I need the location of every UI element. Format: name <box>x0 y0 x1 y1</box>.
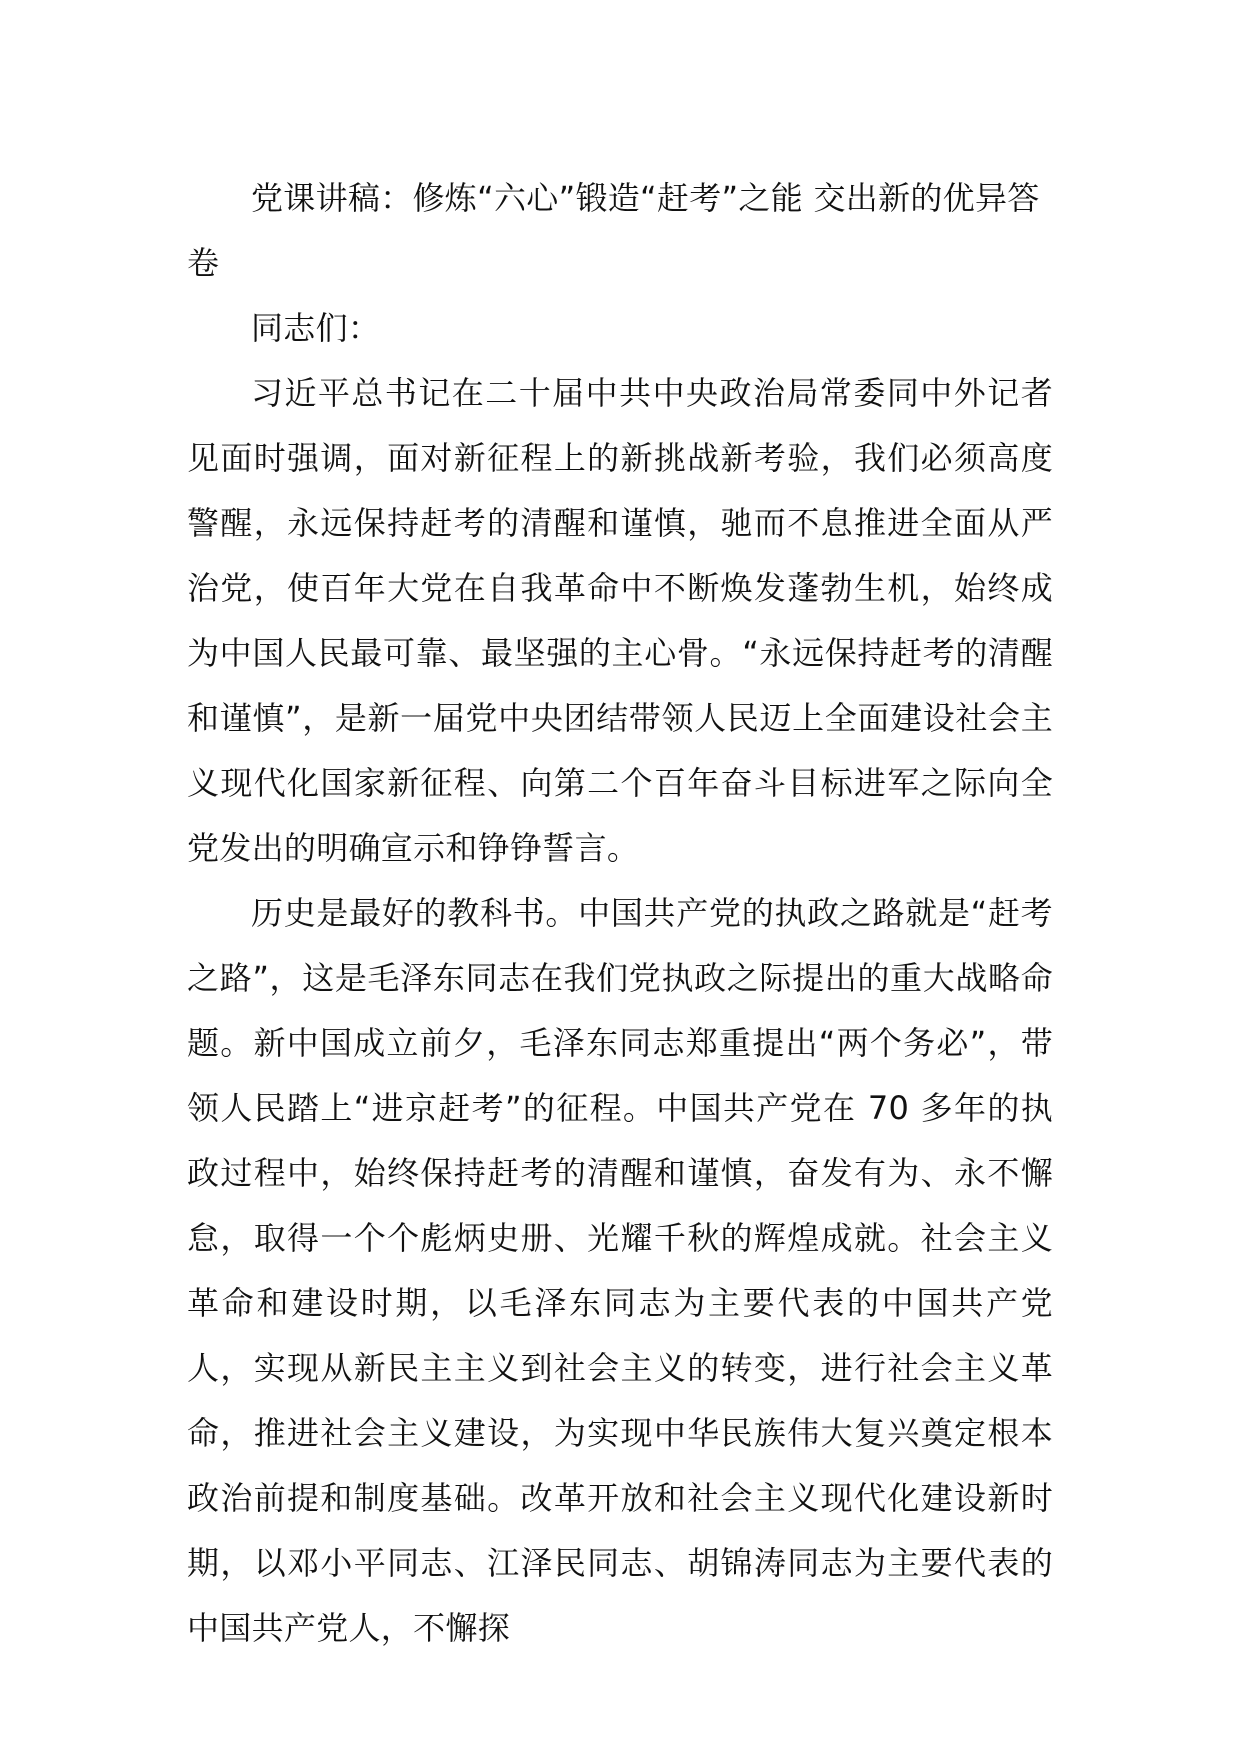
document-body <box>187 166 1053 1661</box>
paragraph: 习近平总书记在二十届中共中央政治局常委同中外记者见面时强调，面对新征程上的新挑战新考验，我们必须高度警醒，永远保持赶考的清醒和谨慎，驰而不息推进全面从严治党，使百年大党在自我革命中不断焕发蓬勃生机，始终成为中国人民最可靠、最坚强的主心骨。“永远保持赶考的清醒和谨慎”，是新一届党中央团结带领人民迈上全面建设社会主义现代化国家新征程、向第二个百年奋斗目标进军之际向全党发出的明确宣示和铮铮誓言。 <box>187 374 1053 867</box>
paragraph: 历史是最好的教科书。中国共产党的执政之路就是“赶考之路”，这是毛泽东同志在我们党执政之际提出的重大战略命题。新中国成立前夕，毛泽东同志郑重提出“两个务必”，带领人民踏上“进京赶考”的征程。中国共产党在 70 多年的执政过程中，始终保持赶考的清醒和谨慎，奋发有为、永不懈怠，取得一个个彪炳史册、光耀千秋的辉煌成就。社会主义革命和建设时期，以毛泽东同志为主要代表的中国共产党人，实现从新民主主义到社会主义的转变，进行社会主义革命，推进社会主义建设，为实现中华民族伟大复兴奠定根本政治前提和制度基础。改革开放和社会主义现代化建设新时期，以邓小平同志、江泽民同志、胡锦涛同志为主要代表的中国共产党人，不懈探 <box>187 894 1053 1647</box>
document-title: 党课讲稿：修炼“六心”锻造“赶考”之能 交出新的优异答卷 <box>187 179 1040 282</box>
salutation: 同志们： <box>251 309 381 347</box>
